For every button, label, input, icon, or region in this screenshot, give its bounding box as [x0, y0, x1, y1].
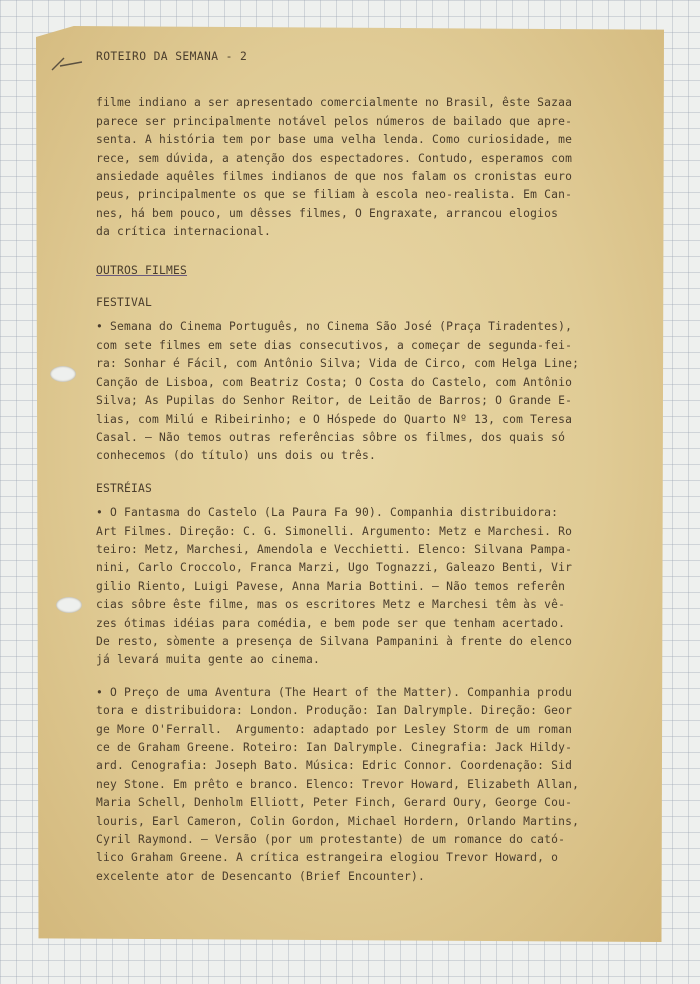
text-line: da crítica internacional. — [96, 225, 272, 239]
text-line: Silva; As Pupilas do Senhor Reitor, de Leitão de Barros; O Grande E- — [96, 394, 573, 408]
punch-hole — [50, 366, 76, 382]
text-line: cias sôbre êste filme, mas os escritores Metz e Marchesi têm às vê- — [96, 598, 566, 612]
fantasma-paragraph — [96, 504, 616, 670]
text-line: • O Preço de uma Aventura (The Heart of the Matter). Companhia produ — [96, 685, 573, 699]
text-line: Maria Schell, Denholm Elliott, Peter Finch, Gerard Oury, George Cou- — [96, 796, 573, 810]
text-line: nes, há bem pouco, um dêsses filmes, O Engraxate, arrancou elogios — [96, 206, 559, 220]
running-header: ROTEIRO DA SEMANA - 2 — [96, 50, 248, 63]
text-line: ney Stone. Em prêto e branco. Elenco: Trevor Howard, Elizabeth Allan, — [96, 777, 580, 791]
text-line: Art Filmes. Direção: C. G. Simonelli. Argumento: Metz e Marchesi. Ro — [96, 524, 573, 538]
page-content — [96, 48, 616, 886]
text-line: ansiedade aquêles filmes indianos de que nos falam os cronistas euro — [96, 170, 573, 184]
text-line: lias, com Milú e Ribeirinho; e O Hóspede do Quarto Nº 13, com Teresa — [96, 412, 573, 426]
text-line: ce de Graham Greene. Roteiro: Ian Dalrymple. Cinegrafia: Jack Hildy- — [96, 741, 573, 754]
text-line: filme indiano a ser apresentado comercialmente no Brasil, êste Sazaa — [96, 96, 573, 110]
text-line: ra: Sonhar é Fácil, com Antônio Silva; Vida de Circo, com Helga Line; — [96, 357, 580, 371]
pencil-mark — [50, 52, 84, 74]
festival-paragraph — [96, 318, 616, 465]
text-line: teiro: Metz, Marchesi, Amendola e Vecchietti. Elenco: Silvana Pampa- — [96, 542, 573, 556]
text-line: lico Graham Greene. A crítica estrangeira elogiou Trevor Howard, o — [96, 851, 559, 865]
text-line: peus, principalmente os que se filiam à escola neo-realista. Em Can- — [96, 188, 573, 202]
text-line: Canção de Lisboa, com Beatriz Costa; O Costa do Castelo, com Antônio — [96, 375, 573, 389]
text-line: já levará muita gente ao cinema. — [96, 653, 321, 667]
text-line: com sete filmes em sete dias consecutivos, a começar de segunda-fei- — [96, 338, 573, 352]
intro-paragraph — [96, 94, 616, 241]
text-line: ard. Cenografia: Joseph Bato. Música: Edric Connor. Coordenação: Sid — [96, 759, 573, 773]
text-line: zes ótimas idéias para comédia, e bem pode ser que tenham acertado. — [96, 616, 566, 630]
punch-hole — [56, 597, 82, 613]
text-line: • Semana do Cinema Português, no Cinema São José (Praça Tiradentes), — [96, 320, 573, 334]
section-heading-estreias: ESTRÉIAS — [96, 481, 153, 495]
section-heading-festival: FESTIVAL — [96, 296, 153, 310]
text-line: gilio Riento, Luigi Pavese, Anna Maria Bottini. — Não temos referên — [96, 579, 566, 593]
text-line: De resto, sòmente a presença de Silvana Pampanini à frente do elenco — [96, 634, 573, 648]
section-heading-outros-filmes: OUTROS FILMES — [96, 263, 188, 277]
text-line: ge More O'Ferrall. Argumento: adaptado por Lesley Storm de um roman — [96, 722, 573, 736]
text-line: • O Fantasma do Castelo (La Paura Fa 90). Companhia distribuidora: — [96, 506, 559, 520]
text-line: conhecemos (do título) uns dois ou três. — [96, 449, 377, 463]
text-line: excelente ator de Desencanto (Brief Encounter). — [96, 869, 426, 883]
text-line: tora e distribuidora: London. Produção: Ian Dalrymple. Direção: Geor — [96, 704, 573, 718]
preco-paragraph — [96, 684, 616, 886]
text-line: Casal. — Não temos outras referências sôbre os filmes, dos quais só — [96, 430, 566, 444]
text-line: louris, Earl Cameron, Colin Gordon, Michael Hordern, Orlando Martins, — [96, 814, 580, 828]
text-line: rece, sem dúvida, a atenção dos espectadores. Contudo, esperamos com — [96, 151, 573, 165]
text-line: nini, Carlo Croccolo, Franca Marzi, Ugo Tognazzi, Galeazo Benti, Vir — [96, 561, 573, 575]
text-line: Cyril Raymond. — Versão (por um protestante) de um romance do cató- — [96, 833, 566, 847]
text-line: senta. A história tem por base uma velha lenda. Como curiosidade, me — [96, 133, 573, 147]
text-line: parece ser principalmente notável pelos números de bailado que apre- — [96, 114, 573, 128]
